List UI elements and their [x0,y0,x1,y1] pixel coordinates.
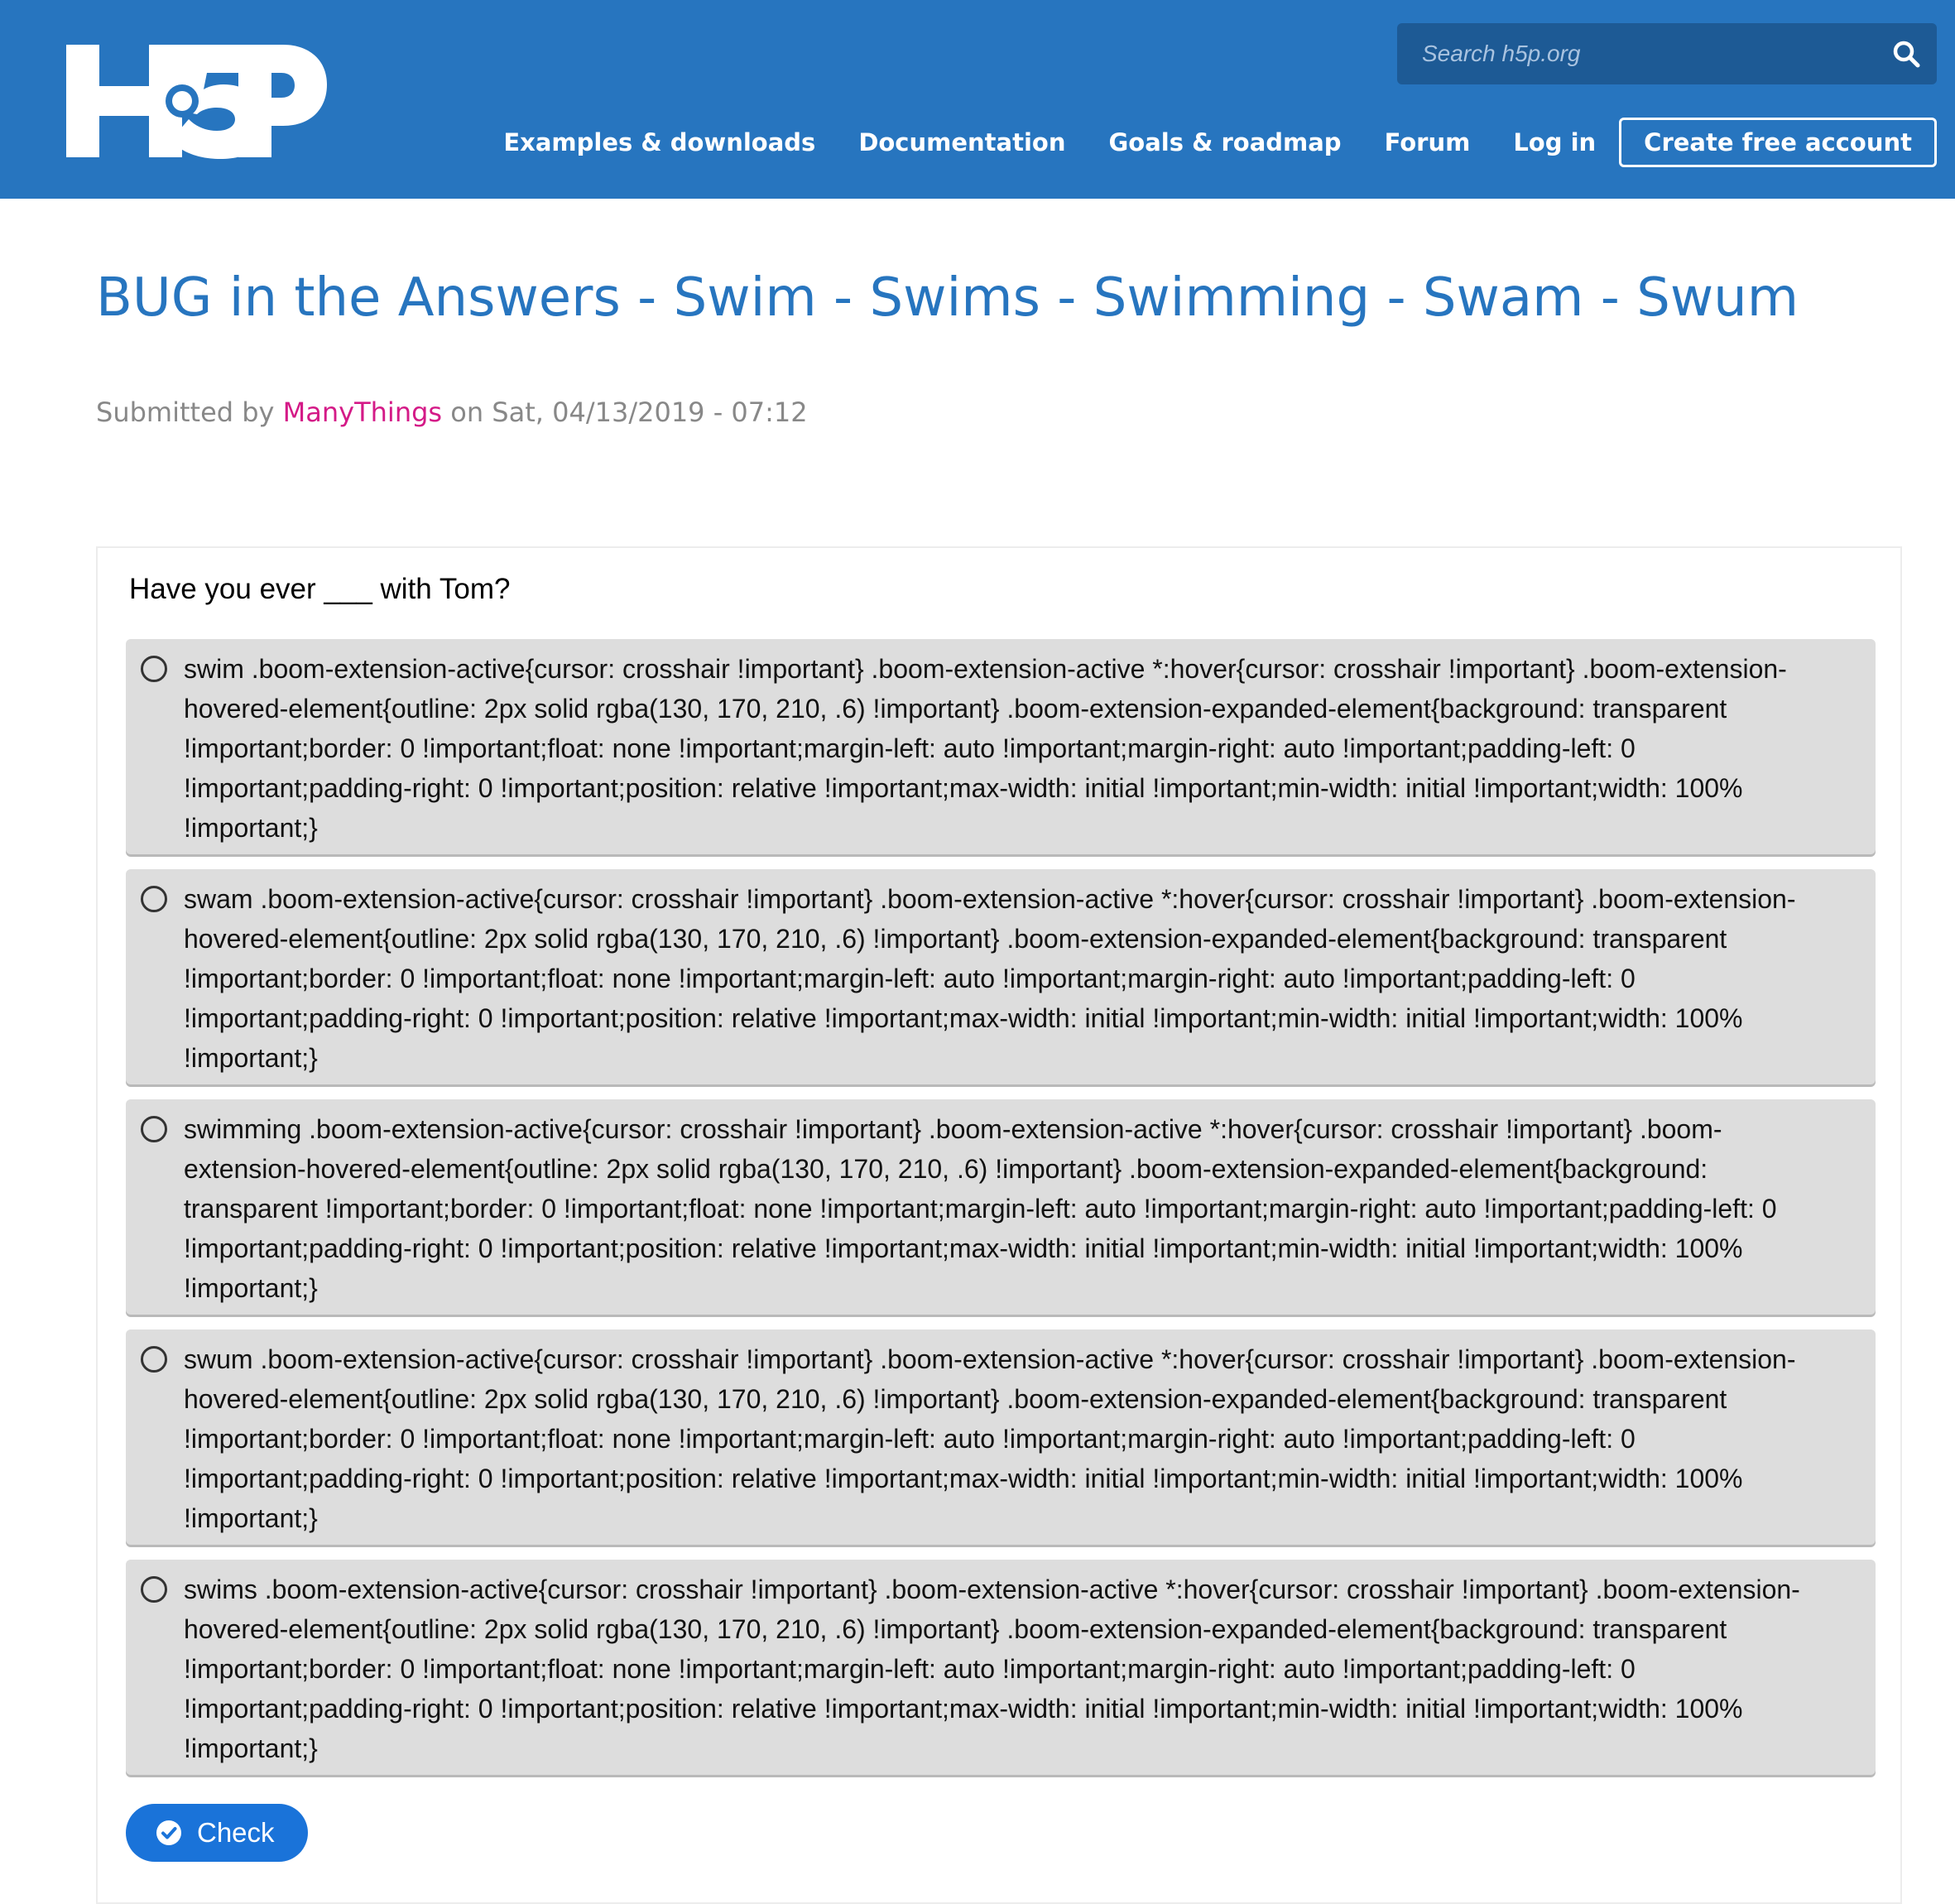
nav-login[interactable]: Log in [1513,128,1597,156]
answer-option[interactable] [126,1099,1876,1315]
nav-examples-downloads[interactable]: Examples & downloads [503,128,816,156]
site-header [0,0,1955,199]
answer-option[interactable] [126,639,1876,854]
radio-icon[interactable] [141,656,167,682]
submitted-meta [96,394,808,430]
radio-icon[interactable] [141,1116,167,1142]
radio-icon[interactable] [141,1576,167,1603]
answer-option[interactable] [126,869,1876,1084]
answer-options [126,639,1876,1790]
meta-prefix: Submitted by [96,397,275,428]
answer-option[interactable] [126,1329,1876,1545]
main-nav [503,118,1937,167]
h5p-logo[interactable] [66,43,327,159]
check-button-label: Check [197,1817,275,1848]
answer-option-label: swam .boom-extension-active{cursor: crosshair !important} .boom-extension-active *:hover{cursor: crosshair !important} .boom-extension-hovered-element{outline: 2px solid rgba(130, 170, 210, .6) !important} .boom-extension-expanded-element{background: transparent !important;border: 0 !important;float: none !important;margin-left: auto !important;margin-right: auto !important;padding-left: 0 !important;padding-right: 0 !important;position: relative !important;max-width: initial !important;min-width: initial !important;width: 100% !important;} [184,884,1796,1073]
answer-option-label: swum .boom-extension-active{cursor: crosshair !important} .boom-extension-active *:hover{cursor: crosshair !important} .boom-extension-hovered-element{outline: 2px solid rgba(130, 170, 210, .6) !important} .boom-extension-expanded-element{background: transparent !important;border: 0 !important;float: none !important;margin-left: auto !important;margin-right: auto !important;padding-left: 0 !important;padding-right: 0 !important;position: relative !important;max-width: initial !important;min-width: initial !important;width: 100% !important;} [184,1344,1796,1533]
check-circle-icon [156,1820,182,1846]
radio-icon[interactable] [141,1346,167,1373]
answer-option[interactable] [126,1560,1876,1775]
check-button[interactable] [126,1804,308,1862]
page-title: BUG in the Answers - Swim - Swims - Swimming - Swam - Swum [96,267,1799,329]
search-box [1397,23,1937,84]
nav-forum[interactable]: Forum [1384,128,1471,156]
create-account-button[interactable]: Create free account [1619,118,1937,167]
radio-icon[interactable] [141,886,167,912]
nav-documentation[interactable]: Documentation [858,128,1066,156]
meta-date: on Sat, 04/13/2019 - 07:12 [450,397,808,428]
question-text: Have you ever ___ with Tom? [129,573,511,605]
answer-option-label: swim .boom-extension-active{cursor: crosshair !important} .boom-extension-active *:hover{cursor: crosshair !important} .boom-extension-hovered-element{outline: 2px solid rgba(130, 170, 210, .6) !important} .boom-extension-expanded-element{background: transparent !important;border: 0 !important;float: none !important;margin-left: auto !important;margin-right: auto !important;padding-left: 0 !important;padding-right: 0 !important;position: relative !important;max-width: initial !important;min-width: initial !important;width: 100% !important;} [184,654,1787,843]
answer-option-label: swimming .boom-extension-active{cursor: crosshair !important} .boom-extension-active *:hover{cursor: crosshair !important} .boom-extension-hovered-element{outline: 2px solid rgba(130, 170, 210, .6) !important} .boom-extension-expanded-element{background: transparent !important;border: 0 !important;float: none !important;margin-left: auto !important;margin-right: auto !important;padding-left: 0 !important;padding-right: 0 !important;position: relative !important;max-width: initial !important;min-width: initial !important;width: 100% !important;} [184,1114,1777,1303]
nav-goals-roadmap[interactable]: Goals & roadmap [1108,128,1342,156]
search-input[interactable] [1397,23,1861,84]
answer-option-label: swims .boom-extension-active{cursor: crosshair !important} .boom-extension-active *:hover{cursor: crosshair !important} .boom-extension-hovered-element{outline: 2px solid rgba(130, 170, 210, .6) !important} .boom-extension-expanded-element{background: transparent !important;border: 0 !important;float: none !important;margin-left: auto !important;margin-right: auto !important;padding-left: 0 !important;padding-right: 0 !important;position: relative !important;max-width: initial !important;min-width: initial !important;width: 100% !important;} [184,1575,1800,1763]
search-icon[interactable] [1892,40,1920,68]
author-link[interactable]: ManyThings [282,397,443,428]
question-card [96,546,1902,1904]
